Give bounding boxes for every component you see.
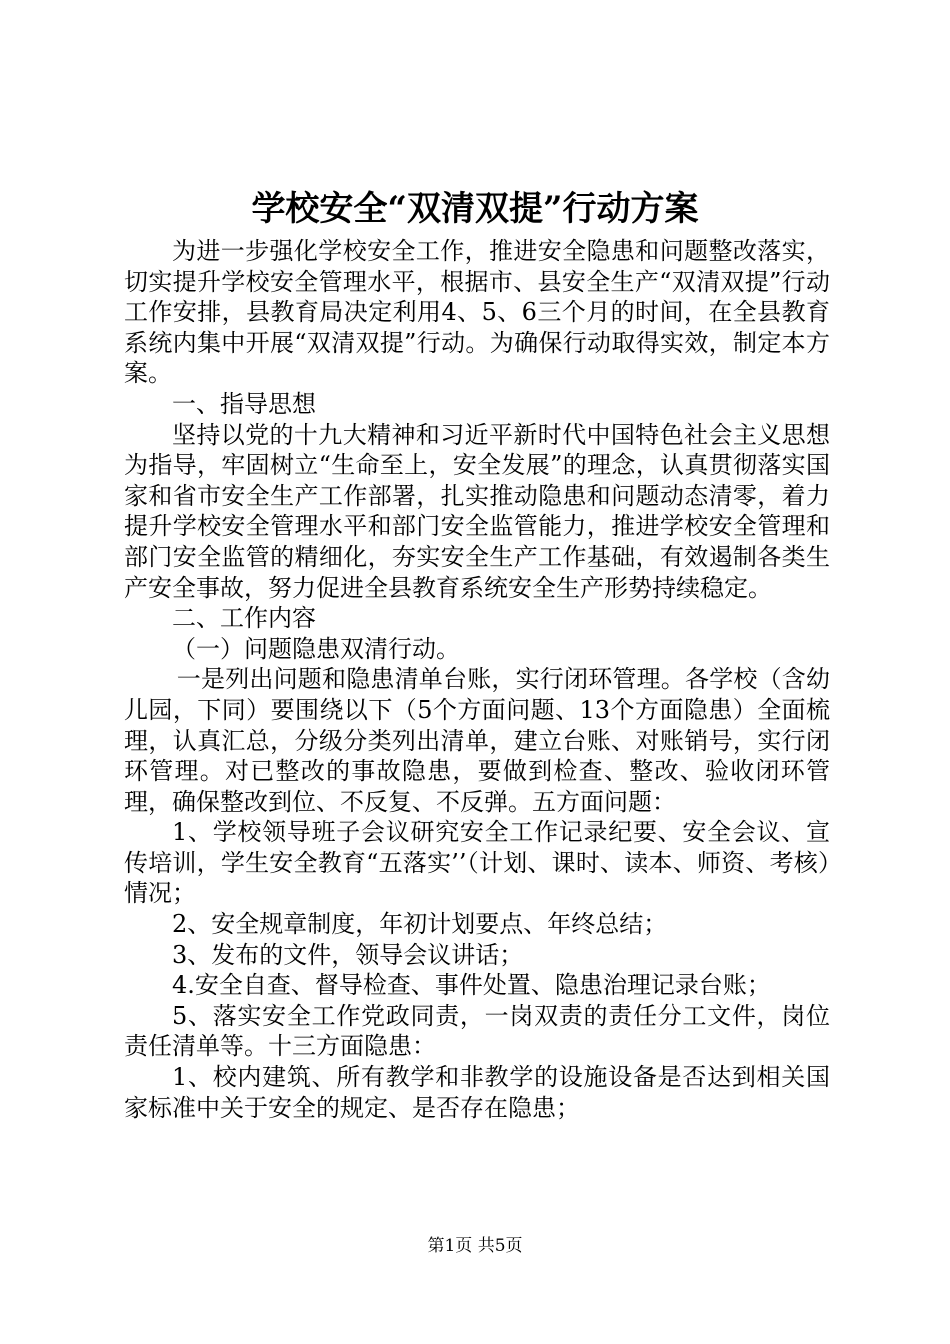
checklist-paragraph: 一是列出问题和隐患清单台账，实行闭环管理。各学校（含幼儿园，下同）要围绕以下（5个方面问题、13个方面隐患）全面梳理，认真汇总，分级分类列出清单，建立台账、对账销号，实行闭环管理。对已整改的事故隐患，要做到检查、整改、验收闭环管理，确保整改到位、不反复、不反弹。五方面问题： <box>124 665 830 816</box>
intro-paragraph: 为进一步强化学校安全工作，推进安全隐患和问题整改落实，切实提升学校安全管理水平，根据市、县安全生产“双清双提”行动工作安排，县教育局决定利用4、5、6三个月的时间，在全县教育系统内集中开展“双清双提”行动。为确保行动取得实效，制定本方案。 <box>124 237 830 388</box>
page-indicator: 第1页 共5页 <box>427 1236 523 1256</box>
document-body <box>124 236 830 1123</box>
guiding-ideology-paragraph: 坚持以党的十九大精神和习近平新时代中国特色社会主义思想为指导，牢固树立“生命至上，安全发展”的理念，认真贯彻落实国家和省市安全生产工作部署，扎实推动隐患和问题动态清零，着力提升学校安全管理水平和部门安全监管能力，推进学校安全管理和部门安全监管的精细化，夯实安全生产工作基础，有效遏制各类生产安全事故，努力促进全县教育系统安全生产形势持续稳定。 <box>124 420 830 602</box>
subsection-heading-double-clear: （一）问题隐患双清行动。 <box>172 634 460 663</box>
list-item: 4.安全自查、督导检查、事件处置、隐患治理记录台账； <box>172 971 771 1000</box>
section-heading-guiding-ideology: 一、指导思想 <box>172 389 316 418</box>
document-title: 学校安全“双清双提”行动方案 <box>251 189 699 229</box>
list-item: 1、校内建筑、所有教学和非教学的设施设备是否达到相关国家标准中关于安全的规定、是否存在隐患； <box>124 1063 830 1122</box>
section-heading-work-content: 二、工作内容 <box>172 604 316 633</box>
list-item: 2、安全规章制度，年初计划要点、年终总结； <box>172 910 668 939</box>
list-item: 3、发布的文件，领导会议讲话； <box>172 940 524 969</box>
list-item: 1、学校领导班子会议研究安全工作记录纪要、安全会议、宣传培训，学生安全教育“五落实’’（计划、课时、读本、师资、考核）情况； <box>124 818 830 908</box>
list-item: 5、落实安全工作党政同责，一岗双责的责任分工文件，岗位责任清单等。十三方面隐患： <box>124 1001 830 1061</box>
